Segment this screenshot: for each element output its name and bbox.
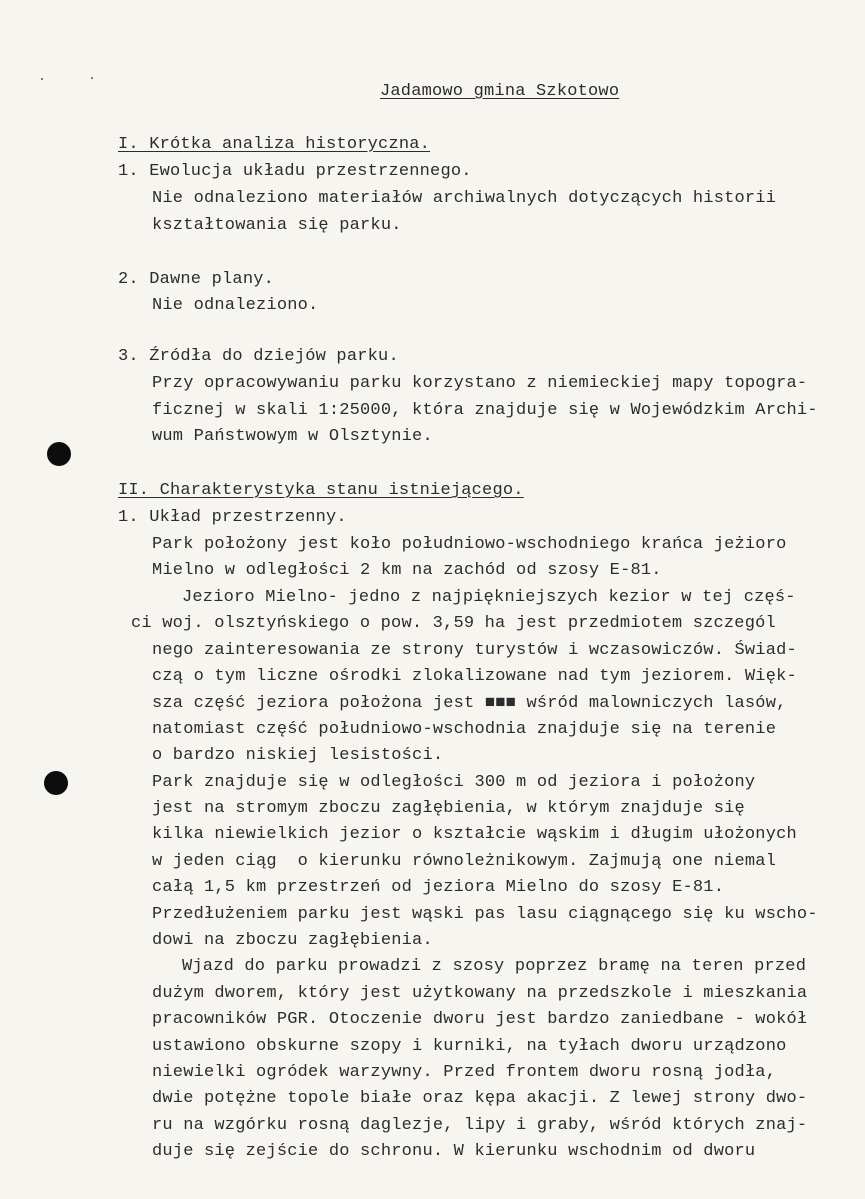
section-1-item-3-line: wum Państwowym w Olsztynie. bbox=[152, 427, 433, 446]
body-line: o bardzo niskiej lesistości. bbox=[152, 746, 444, 765]
document-title: Jadamowo gmina Szkotowo bbox=[380, 82, 620, 101]
body-line: Wjazd do parku prowadzi z szosy poprzez bramę na teren przed bbox=[182, 957, 807, 976]
body-line: niewielki ogródek warzywny. Przed frontem dworu rosną jodła, bbox=[152, 1063, 777, 1082]
body-line: czą o tym liczne ośrodki zlokalizowane nad tym jeziorem. Więk- bbox=[152, 667, 797, 686]
section-1-item-2-line: Nie odnaleziono. bbox=[152, 296, 319, 315]
body-line: nego zainteresowania ze strony turystów i wczasowiczów. Świad- bbox=[152, 641, 797, 660]
section-2-item-1-title: 1. Układ przestrzenny. bbox=[118, 508, 347, 527]
body-line: ustawiono obskurne szopy i kurniki, na tyłach dworu urządzono bbox=[152, 1037, 787, 1056]
body-line: duje się zejście do schronu. W kierunku wschodnim od dworu bbox=[152, 1142, 756, 1161]
body-line: Przedłużeniem parku jest wąski pas lasu ciągnącego się ku wscho- bbox=[152, 905, 818, 924]
section-1-item-1-line: Nie odnaleziono materiałów archiwalnych dotyczących historii bbox=[152, 189, 777, 208]
body-line: w jeden ciąg o kierunku równoleżnikowym. Zajmują one niemal bbox=[152, 852, 777, 871]
section-1-item-3-title: 3. Źródła do dziejów parku. bbox=[118, 347, 399, 366]
body-line: ci woj. olsztyńskiego o pow. 3,59 ha jest przedmiotem szczegól bbox=[131, 614, 776, 633]
body-line: Park znajduje się w odległości 300 m od jeziora i położony bbox=[152, 773, 756, 792]
section-1-item-1-title: 1. Ewolucja układu przestrzennego. bbox=[118, 162, 472, 181]
body-line: kilka niewielkich jezior o kształcie wąskim i długim ułożonych bbox=[152, 825, 797, 844]
section-1-item-1-line: kształtowania się parku. bbox=[152, 216, 402, 235]
section-1-heading: I. Krótka analiza historyczna. bbox=[118, 135, 431, 154]
section-2-heading: II. Charakterystyka stanu istniejącego. bbox=[118, 481, 524, 500]
body-line: natomiast część południowo-wschodnia znajduje się na terenie bbox=[152, 720, 777, 739]
section-1-item-3-line: Przy opracowywaniu parku korzystano z niemieckiej mapy topogra- bbox=[152, 374, 808, 393]
punch-hole-top bbox=[47, 442, 71, 466]
body-line: całą 1,5 km przestrzeń od jeziora Mielno do szosy E-81. bbox=[152, 878, 725, 897]
body-line: Jezioro Mielno- jedno z najpiękniejszych kezior w tej częś- bbox=[182, 588, 796, 607]
body-line: dowi na zboczu zagłębienia. bbox=[152, 931, 433, 950]
paper-speck bbox=[91, 77, 93, 79]
body-line: Park położony jest koło południowo-wschodniego krańca jeżioro bbox=[152, 535, 787, 554]
section-1-item-2-title: 2. Dawne plany. bbox=[118, 270, 275, 289]
body-line: ru na wzgórku rosną daglezje, lipy i graby, wśród których znaj- bbox=[152, 1116, 808, 1135]
body-line: Mielno w odległości 2 km na zachód od szosy E-81. bbox=[152, 561, 662, 580]
body-line: dużym dworem, który jest użytkowany na przedszkole i mieszkania bbox=[152, 984, 808, 1003]
punch-hole-bottom bbox=[44, 771, 68, 795]
section-1-item-3-line: ficznej w skali 1:25000, która znajduje się w Wojewódzkim Archi- bbox=[152, 401, 818, 420]
body-line: sza część jeziora położona jest ■■■ wśród malowniczych lasów, bbox=[152, 694, 787, 713]
body-line: jest na stromym zboczu zagłębienia, w którym znajduje się bbox=[152, 799, 745, 818]
body-line: pracowników PGR. Otoczenie dworu jest bardzo zaniedbane - wokół bbox=[152, 1010, 808, 1029]
paper-speck bbox=[41, 78, 43, 80]
body-line: dwie potężne topole białe oraz kępa akacji. Z lewej strony dwo- bbox=[152, 1089, 808, 1108]
